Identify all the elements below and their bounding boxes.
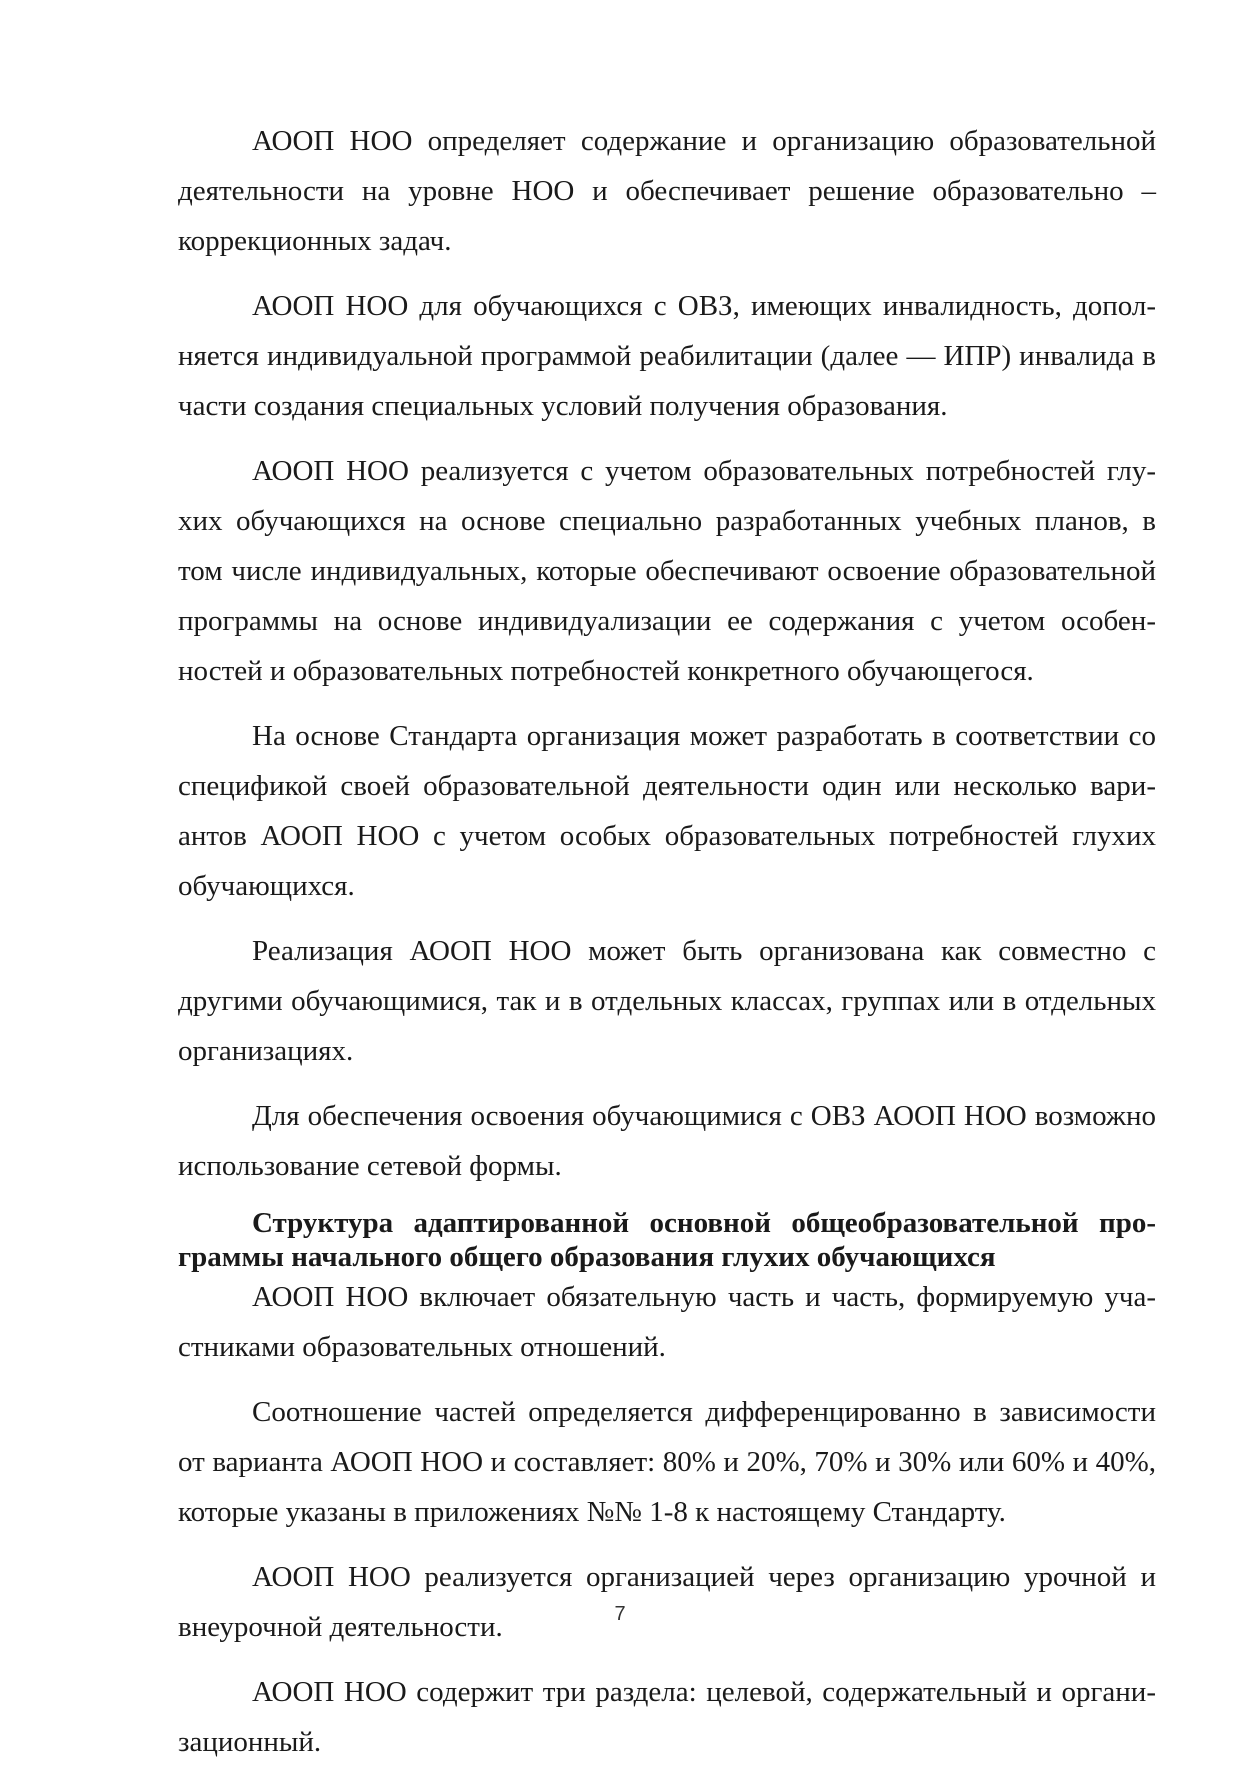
paragraph-educational-needs: АООП НОО реализуется с учетом образовательных потребностей глухих обучающихся на основе специально разработанных учебных планов, в том числе индивидуальных, которые обеспечивают освоение образовательной программы на основе индивидуализации ее содержания с учетом особенностей и образовательных потребностей конкретного обучающегося. (178, 455, 1156, 687)
paragraph-lesson-activity: АООП НОО реализуется организацией через организацию урочной и внеурочной деятельности. (178, 1561, 1156, 1643)
paragraph-parts-ratio: Соотношение частей определяется дифференцированно в зависимости от варианта АООП НОО и составляет: 80% и 20%, 70% и 30% или 60% и 40%, которые указаны в приложениях №№ 1-8 к настоящему Стандарту. (178, 1396, 1156, 1528)
paragraph-variants: На основе Стандарта организация может разработать в соответствии со спецификой своей образовательной деятельности один или несколько вариантов АООП НОО с учетом особых образовательных потребностей глухих обучающихся. (178, 720, 1156, 902)
paragraph-network-form: Для обеспечения освоения обучающимися с ОВЗ АООП НОО возможно использование сетевой формы. (178, 1100, 1156, 1182)
paragraph-aoop-content: АООП НОО определяет содержание и организацию образовательной деятельности на уровне НОО и обеспечивает решение образовательно – коррекционных задач. (178, 125, 1156, 257)
paragraph-three-sections: АООП НОО содержит три раздела: целевой, содержательный и организационный. (178, 1676, 1156, 1758)
paragraph-implementation: Реализация АООП НОО может быть организована как совместно с другими обучающимися, так и в отдельных классах, группах или в отдельных организациях. (178, 935, 1156, 1067)
section-heading: Структура адаптированной основной общеобразовательной программы начального общего образования глухих обучающихся (178, 1207, 1156, 1273)
paragraph-disability-ipr: АООП НОО для обучающихся с ОВЗ, имеющих инвалидность, дополняется индивидуальной программой реабилитации (далее — ИПР) инвалида в части создания специальных условий получения образования. (178, 290, 1156, 422)
page-number: 7 (614, 1603, 626, 1625)
document-page (178, 116, 1156, 1782)
paragraph-mandatory-part: АООП НОО включает обязательную часть и часть, формируемую участниками образовательных отношений. (178, 1281, 1156, 1363)
